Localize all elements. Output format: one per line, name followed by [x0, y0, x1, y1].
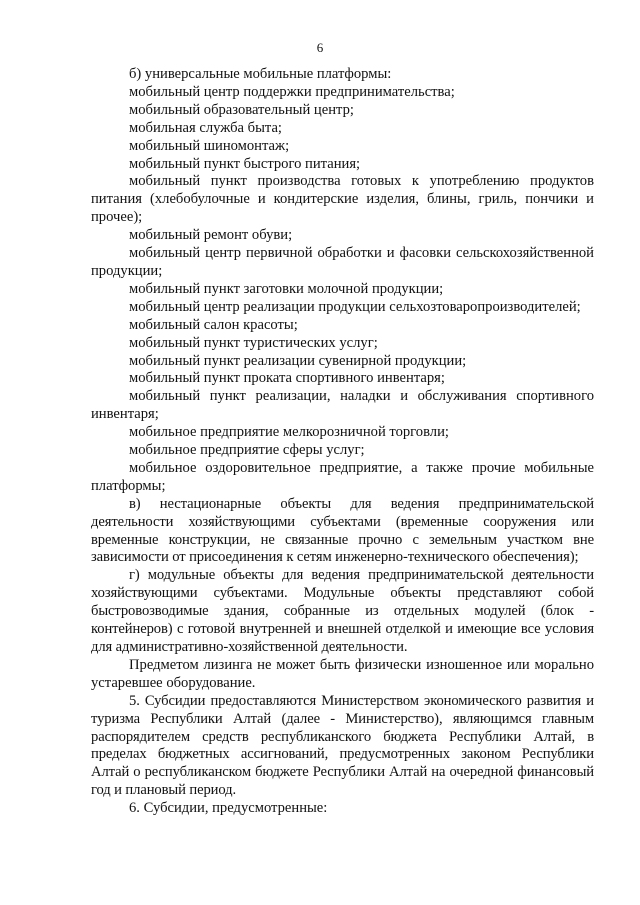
list-item: мобильный пункт проката спортивного инвентаря;	[129, 370, 445, 387]
paragraph-item-v: в) нестационарные объекты для ведения предпринимательской деятельности хозяйствующими субъектами (временные сооружения или временные конструкции, не связанные прочно с земельным участком вне зависимости от присоединения к сетям инженерно-технического обеспечения);	[91, 495, 594, 566]
list-item: мобильный салон красоты;	[129, 316, 298, 333]
list-item: мобильный шиномонтаж;	[129, 137, 290, 154]
list-item: мобильный пункт быстрого питания;	[129, 155, 361, 172]
page-number: 6	[316, 40, 324, 55]
list-item: мобильный образовательный центр;	[129, 101, 354, 118]
list-item: мобильный пункт туристических услуг;	[129, 334, 378, 351]
paragraph-item-g: г) модульные объекты для ведения предпринимательской деятельности хозяйствующими субъектами. Модульные объекты представляют собой быстровозводимые здания, собранные из отдельных модулей (блок - контейнеров) с готовой внутренней и внешней отделкой и имеющие все условия для административно-хозяйственной деятельности.	[91, 567, 594, 655]
list-item: мобильный центр первичной обработки и фасовки сельскохозяйственной продукции;	[91, 245, 594, 279]
list-item: мобильный пункт производства готовых к употреблению продуктов питания (хлебобулочные и кондитерские изделия, блины, гриль, пончики и прочее);	[91, 173, 594, 226]
list-item: мобильный центр реализации продукции сельхозтоваропроизводителей;	[129, 298, 581, 315]
list-item: мобильный пункт реализации, наладки и обслуживания спортивного инвентаря;	[91, 388, 594, 423]
document-body	[91, 66, 594, 818]
paragraph-list-heading: б) универсальные мобильные платформы:	[129, 66, 392, 82]
list-item: мобильная служба быта;	[129, 119, 282, 136]
list-item: мобильный пункт реализации сувенирной продукции;	[129, 352, 467, 369]
list-item: мобильное предприятие сферы услуг;	[129, 442, 365, 459]
list-item: мобильный центр поддержки предпринимательства;	[129, 83, 455, 100]
paragraph-leasing-note: Предметом лизинга не может быть физически изношенное или морально устаревшее оборудование.	[91, 656, 594, 691]
paragraph-clause-5: 5. Субсидии предоставляются Министерством экономического развития и туризма Республики Алтай (далее - Министерство), являющимся главным распорядителем средств республиканского бюджета Республики Алтай, в пределах бюджетных ассигнований, предусмотренных законом Республики Алтай о республиканском бюджете Республики Алтай на очередной финансовый год и плановый период.	[91, 692, 594, 799]
list-item: мобильное оздоровительное предприятие, а также прочие мобильные платформы;	[91, 459, 594, 494]
list-item: мобильное предприятие мелкорозничной торговли;	[129, 424, 449, 441]
list-item: мобильный пункт заготовки молочной продукции;	[129, 280, 444, 297]
paragraph-clause-6: 6. Субсидии, предусмотренные:	[129, 800, 328, 817]
list-item: мобильный ремонт обуви;	[129, 227, 293, 244]
